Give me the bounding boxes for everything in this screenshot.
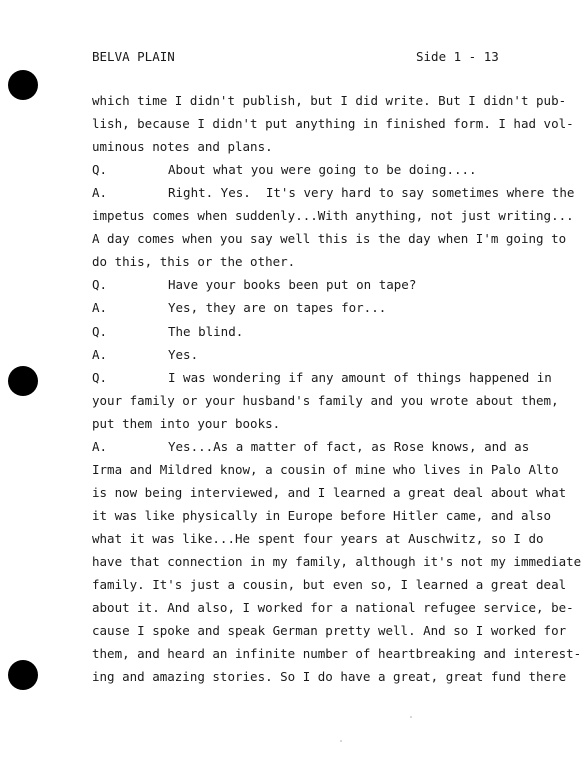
transcript-line [92, 370, 552, 386]
transcript-line [92, 554, 581, 570]
transcript-line [92, 623, 566, 639]
transcript-line [92, 139, 273, 155]
speaker-tag: A. [92, 346, 108, 362]
line-text: I was wondering if any amount of things happened in [168, 369, 552, 385]
transcript-line [92, 669, 566, 685]
header-author: BELVA PLAIN [92, 49, 175, 64]
speaker-tag: A. [92, 185, 108, 201]
line-text: which time I didn't publish, but I did write. But I didn't pub- [92, 93, 567, 108]
speaker-tag: Q. [92, 369, 108, 385]
transcript-line [92, 531, 544, 547]
line-text: is now being interviewed, and I learned a great deal about what [92, 484, 567, 500]
transcript-line [92, 231, 566, 247]
header-page-number: Side 1 - 13 [416, 49, 499, 64]
transcript-line [92, 254, 295, 270]
paper-speck [410, 716, 412, 718]
line-text: Right. Yes. It's very hard to say sometimes where the [168, 185, 575, 201]
line-text: Yes. [168, 346, 199, 362]
speaker-tag: A. [92, 438, 108, 454]
line-text: do this, this or the other. [92, 254, 296, 270]
line-text: impetus comes when suddenly...With anything, not just writing... [92, 208, 574, 224]
line-text: The blind. [168, 323, 244, 339]
paper-speck [340, 740, 342, 742]
line-text: Yes, they are on tapes for... [168, 300, 387, 316]
transcript-line [92, 485, 566, 501]
line-text: what it was like...He spent four years at Auschwitz, so I do [92, 530, 544, 546]
line-text: have that connection in my family, although it's not my immediate [92, 554, 582, 569]
transcript-line [92, 93, 566, 109]
transcript-line [92, 439, 529, 455]
transcript-line [92, 416, 280, 432]
line-text: cause I spoke and speak German pretty well. And so I worked for [92, 623, 567, 639]
line-text: About what you were going to be doing.... [168, 162, 477, 178]
binder-hole [8, 70, 38, 100]
speaker-tag: Q. [92, 323, 108, 339]
transcript-line [92, 208, 574, 224]
transcript-line [92, 185, 574, 201]
binder-hole [8, 660, 38, 690]
line-text: Have your books been put on tape? [168, 277, 417, 293]
line-text: Irma and Mildred know, a cousin of mine who lives in Palo Alto [92, 461, 559, 477]
line-text: uminous notes and plans. [92, 139, 273, 155]
line-text: family. It's just a cousin, but even so, I learned a great deal [92, 577, 567, 593]
line-text: lish, because I didn't put anything in finished form. I had vol- [92, 116, 574, 132]
transcript-line [92, 324, 243, 340]
transcript-line [92, 277, 416, 293]
binder-hole [8, 366, 38, 396]
transcript-line [92, 600, 574, 616]
transcript-line [92, 347, 198, 363]
line-text: put them into your books. [92, 415, 281, 431]
transcript-line [92, 646, 581, 662]
line-text: ing and amazing stories. So I do have a great, great fund there [92, 669, 567, 685]
transcript-line [92, 300, 386, 316]
line-text: your family or your husband's family and you wrote about them, [92, 392, 559, 408]
transcript-line [92, 393, 559, 409]
speaker-tag: Q. [92, 277, 108, 293]
transcript-line [92, 116, 574, 132]
line-text: A day comes when you say well this is the day when I'm going to [92, 231, 567, 247]
line-text: it was like physically in Europe before Hitler came, and also [92, 507, 552, 523]
transcript-line [92, 508, 551, 524]
line-text: them, and heard an infinite number of heartbreaking and interest- [92, 646, 582, 662]
line-text: about it. And also, I worked for a national refugee service, be- [92, 600, 574, 616]
transcript-line [92, 162, 477, 178]
line-text: Yes...As a matter of fact, as Rose knows, and as [168, 438, 530, 454]
speaker-tag: Q. [92, 162, 108, 178]
transcript-line [92, 462, 559, 478]
transcript-line [92, 577, 566, 593]
speaker-tag: A. [92, 300, 108, 316]
